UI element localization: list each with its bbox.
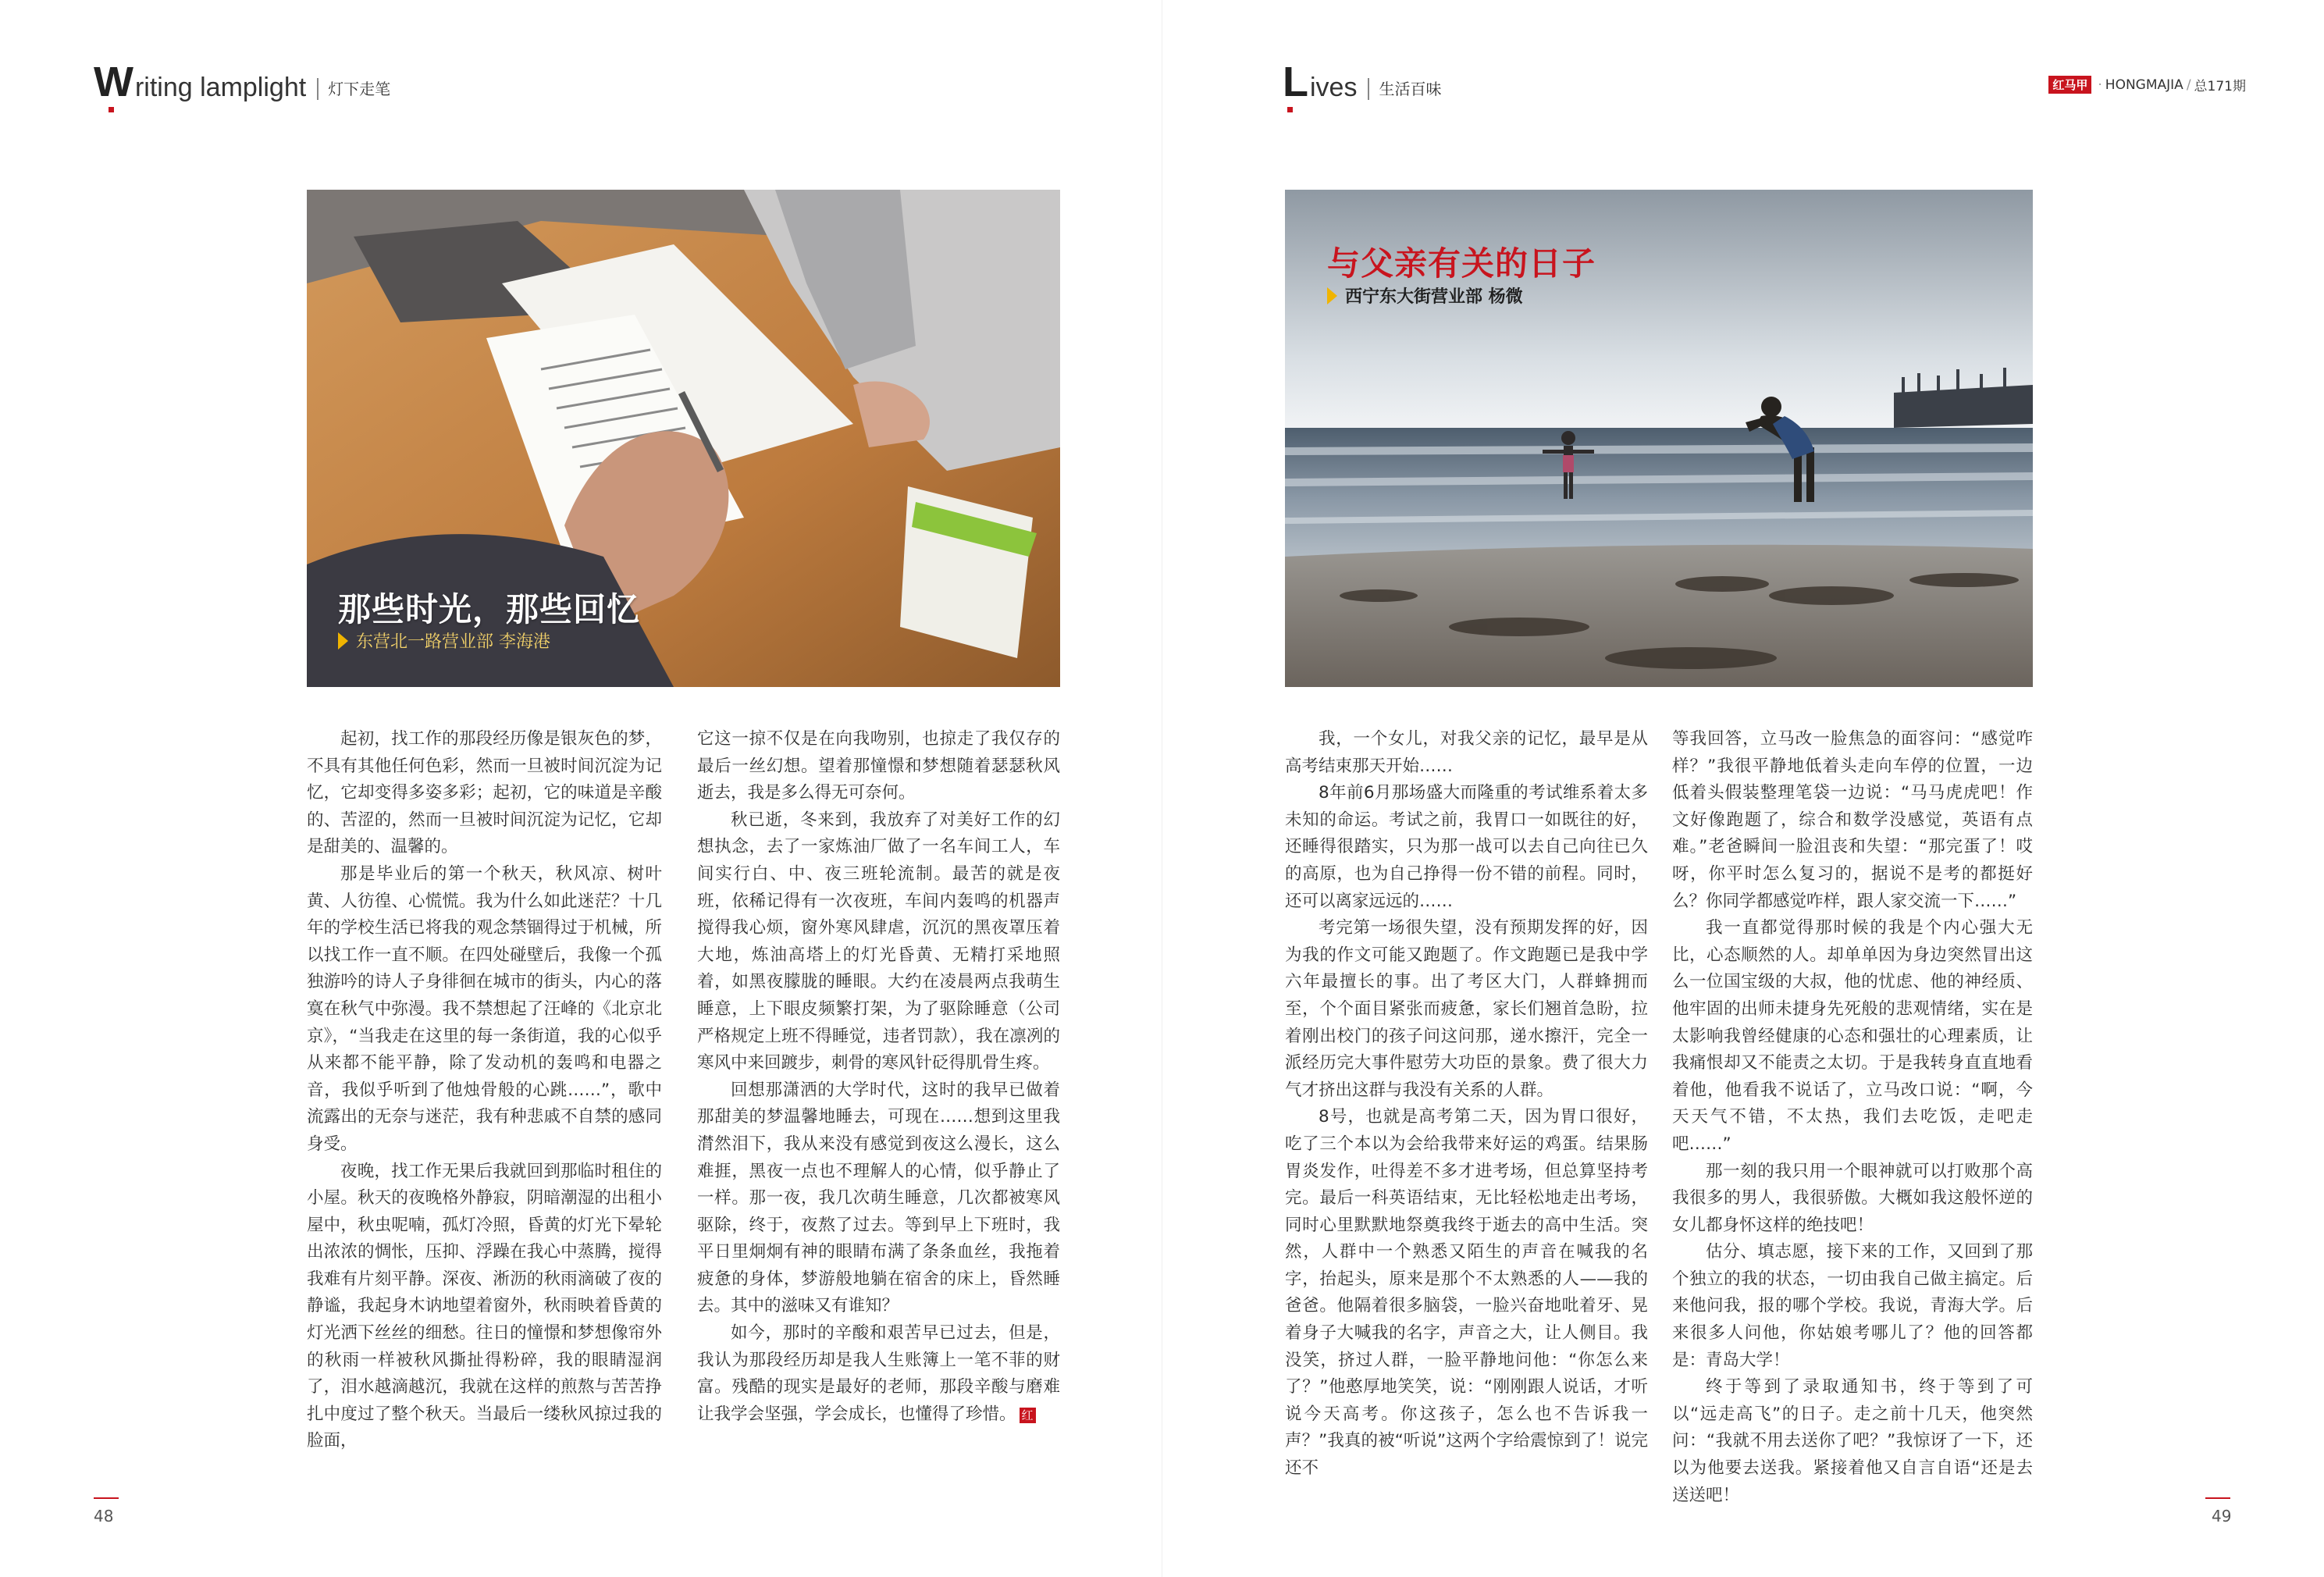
paragraph: 考完第一场很失望，没有预期发挥的好，因为我的作文可能又跑题了。作文跑题已是我中学六年最擅长的事。出了考区大门，人群蜂拥而至，个个面目紧张而疲惫，家长们翘首急盼，拉着刚出校门的孩子问这问那，递水擦汗，完全一派经历完大事件慰劳大功臣的景象。费了很大力气才挤出这群与我没有关系的人群。: [1285, 918, 1648, 1100]
header-title: ives: [1310, 73, 1358, 102]
byline-text: 西宁东大街营业部 杨微: [1345, 287, 1523, 307]
page-number: 49: [2212, 1507, 2232, 1525]
article-title: 与父亲有关的日子: [1327, 244, 1596, 283]
page-number: 48: [94, 1507, 114, 1525]
left-page-header: [94, 56, 390, 103]
section-name: 灯下走笔: [328, 80, 391, 98]
magazine-brand: 红马甲 · HONGMAJIA / 总171期: [2048, 75, 2246, 94]
paragraph: 那一刻的我只用一个眼神就可以打败那个高我很多的男人，我很骄傲。大概如我这般怀逆的女儿都身怀这样的绝技吧！: [1672, 1161, 2033, 1235]
header-initial: W: [94, 61, 133, 103]
page-number-rule: [2205, 1497, 2230, 1499]
article-title: 那些时光，那些回忆: [338, 590, 641, 628]
paragraph: 它这一掠不仅是在向我吻别，也掠走了我仅存的最后一丝幻想。望着那憧憬和梦想随着瑟瑟秋风逝去，我是多么得无可奈何。: [697, 729, 1060, 803]
body-column-3: [1285, 726, 1648, 1483]
paragraph: 秋已逝，冬来到，我放弃了对美好工作的幻想执念，去了一家炼油厂做了一名车间工人，车间实行白、中、夜三班轮流制。最苦的就是夜班，依稀记得有一次夜班，车间内轰鸣的机器声搅得我心烦，窗外寒风肆虐，沉沉的黑夜罩压着大地，炼油高塔上的灯光昏黄、无精打采地照着，如黑夜朦胧的睡眼。大约在凌晨两点我萌生睡意，上下眼皮频繁打架，为了驱除睡意（公司严格规定上班不得睡觉，违者罚款），我在凛冽的寒风中来回踱步，刺骨的寒风针砭得肌骨生疼。: [697, 810, 1060, 1073]
byline-text: 东营北一路营业部 李海港: [356, 632, 550, 652]
paragraph: 那是毕业后的第一个秋天，秋风凉、树叶黄、人彷徨、心慌慌。我为什么如此迷茫？十几年的学校生活已将我的观念禁锢得过于机械，所以找工作一直不顺。在四处碰壁后，我像一个孤独游吟的诗人子身徘徊在城市的街头，内心的落寞在秋气中弥漫。我不禁想起了汪峰的《北京北京》，“当我走在这里的每一条街道，我的心似乎从来都不能平静，除了发动机的轰鸣和电器之音，我似乎听到了他烛骨般的心跳……”，歌中流露出的无奈与迷茫，我有种悲戚不自禁的感同身受。: [307, 863, 662, 1154]
body-column-2: [697, 726, 1060, 1428]
paragraph: 终于等到了录取通知书，终于等到了可以“远走高飞”的日子。走之前十几天，他突然问：“我就不用去送你了吧？”我惊讶了一下，还以为他要去送我。紧接着他又自言自语“还是去送送吧！: [1672, 1377, 2033, 1505]
paragraph: 估分、填志愿，接下来的工作，又回到了那个独立的我的状态，一切由我自己做主搞定。后来他问我，报的哪个学校。我说，青海大学。后来很多人问他，你姑娘考哪儿了？他的回答都是：青岛大学！: [1672, 1242, 2033, 1370]
header-divider: [1368, 78, 1369, 100]
triangle-bullet-icon: [1327, 287, 1337, 304]
paragraph: 8号，也就是高考第二天，因为胃口很好，吃了三个本以为会给我带来好运的鸡蛋。结果肠胃炎发作，吐得差不多才进考场，但总算坚持考完。最后一科英语结束，无比轻松地走出考场，同时心里默默地祭奠我终于逝去的高中生活。突然，人群中一个熟悉又陌生的声音在喊我的名字，抬起头，原来是那个不太熟悉的人——我的爸爸。他隔着很多脑袋，一脸兴奋地吡着牙、晃着身子大喊我的名字，声音之大，让人侧目。我没笑，挤过人群，一脸平静地问他：“你怎么来了？”他憨厚地笑笑，说：“刚刚跟人说话，才听说今天高考。你这孩子，怎么也不告诉我一声？”我真的被“听说”这两个字给震惊到了！说完还不: [1285, 1107, 1648, 1479]
issue-number: 总171期: [2194, 79, 2246, 94]
paragraph: 等我回答，立马改一脸焦急的面容问：“感觉咋样？”我很平静地低着头走向车停的位置，一边低着头假装整理笔袋一边说：“马马虎虎吧！作文好像跑题了，综合和数学没感觉，英语有点难。”老爸瞬间一脸沮丧和失望：“那完蛋了！哎呀，你平时怎么复习的，据说不是考的都挺好么？你同学都感觉咋样，跟人家交流一下……”: [1672, 729, 2033, 911]
brand-name: HONGMAJIA: [2105, 77, 2183, 93]
header-initial: L: [1283, 61, 1308, 103]
right-page-header: [1283, 56, 1441, 103]
paragraph: 回想那潇洒的大学时代，这时的我早已做着那甜美的梦温馨地睡去，可现在……想到这里我潸然泪下，我从来没有感觉到夜这么漫长，这么难捱，黑夜一点也不理解人的心情，似乎静止了一样。那一夜，我几次萌生睡意，几次都被寒风驱除，终于，夜熬了过去。等到早上下班时，我平日里炯炯有神的眼睛布满了条条血丝，我拖着疲惫的身体，梦游般地躺在宿舍的床上，昏然睡去。其中的滋味又有谁知？: [697, 1080, 1060, 1316]
body-column-4: [1672, 726, 2033, 1509]
page-number-rule: [94, 1497, 119, 1499]
section-name: 生活百味: [1379, 80, 1442, 98]
paragraph: 我，一个女儿，对我父亲的记忆，最早是从高考结束那天开始……: [1285, 729, 1648, 776]
paragraph: 我一直都觉得那时候的我是个内心强大无比，心态顺然的人。却单单因为身边突然冒出这么一位国宝级的大叔，他的忧虑、他的神经质、他牢固的出师未捷身先死般的悲观情绪，实在是太影响我曾经健康的心态和强壮的心理素质，让我痛恨却又不能责之太切。于是我转身直直地看着他，他看我不说话了，立马改口说：“啊，今天天气不错，不太热，我们去吃饭，走吧走吧……”: [1672, 918, 2033, 1154]
header-divider: [317, 78, 319, 100]
paragraph-last: [697, 1320, 1060, 1428]
paragraph: 起初，找工作的那段经历像是银灰色的梦，不具有其他任何色彩，然而一旦被时间沉淀为记忆，它却变得多姿多彩；起初，它的味道是辛酸的、苦涩的，然而一旦被时间沉淀为记忆，它却是甜美的、温馨的。: [307, 729, 662, 857]
end-mark-icon: 红: [1020, 1408, 1036, 1423]
header-title: riting lamplight: [134, 73, 307, 102]
paragraph: 夜晚，找工作无果后我就回到那临时租住的小屋。秋天的夜晚格外静寂，阴暗潮湿的出租小屋中，秋虫呢喃，孤灯冷照，昏黄的灯光下晕轮出浓浓的惆怅，压抑、浮躁在我心中蒸腾，搅得我难有片刻平静。深夜、淅沥的秋雨滴破了夜的静谧，我起身木讷地望着窗外，秋雨映着昏黄的灯光洒下丝丝的细愁。往日的憧憬和梦想像帘外的秋雨一样被秋风撕扯得粉碎，我的眼睛湿润了，泪水越滴越沉，我就在这样的煎熬与苦苦挣扎中度过了整个秋天。当最后一缕秋风掠过我的脸面，: [307, 1161, 662, 1451]
article-byline: [1327, 283, 1523, 308]
body-column-1: [307, 726, 662, 1455]
paragraph-text: 如今，那时的辛酸和艰苦早已过去，但是，我认为那段经历却是我人生账簿上一笔不菲的财富。残酷的现实是最好的老师，那段辛酸与磨难让我学会坚强，学会成长，也懂得了珍惜。: [697, 1323, 1060, 1424]
triangle-bullet-icon: [338, 632, 348, 650]
article-byline: [338, 628, 550, 653]
brand-logo: 红马甲: [2048, 76, 2091, 94]
paragraph: 8年前6月那场盛大而隆重的考试维系着太多未知的命运。考试之前，我胃口一如既往的好，还睡得很踏实，只为那一战可以去自己向往已久的高原，也为自己挣得一份不错的前程。同时，还可以离家远远的……: [1285, 783, 1648, 911]
